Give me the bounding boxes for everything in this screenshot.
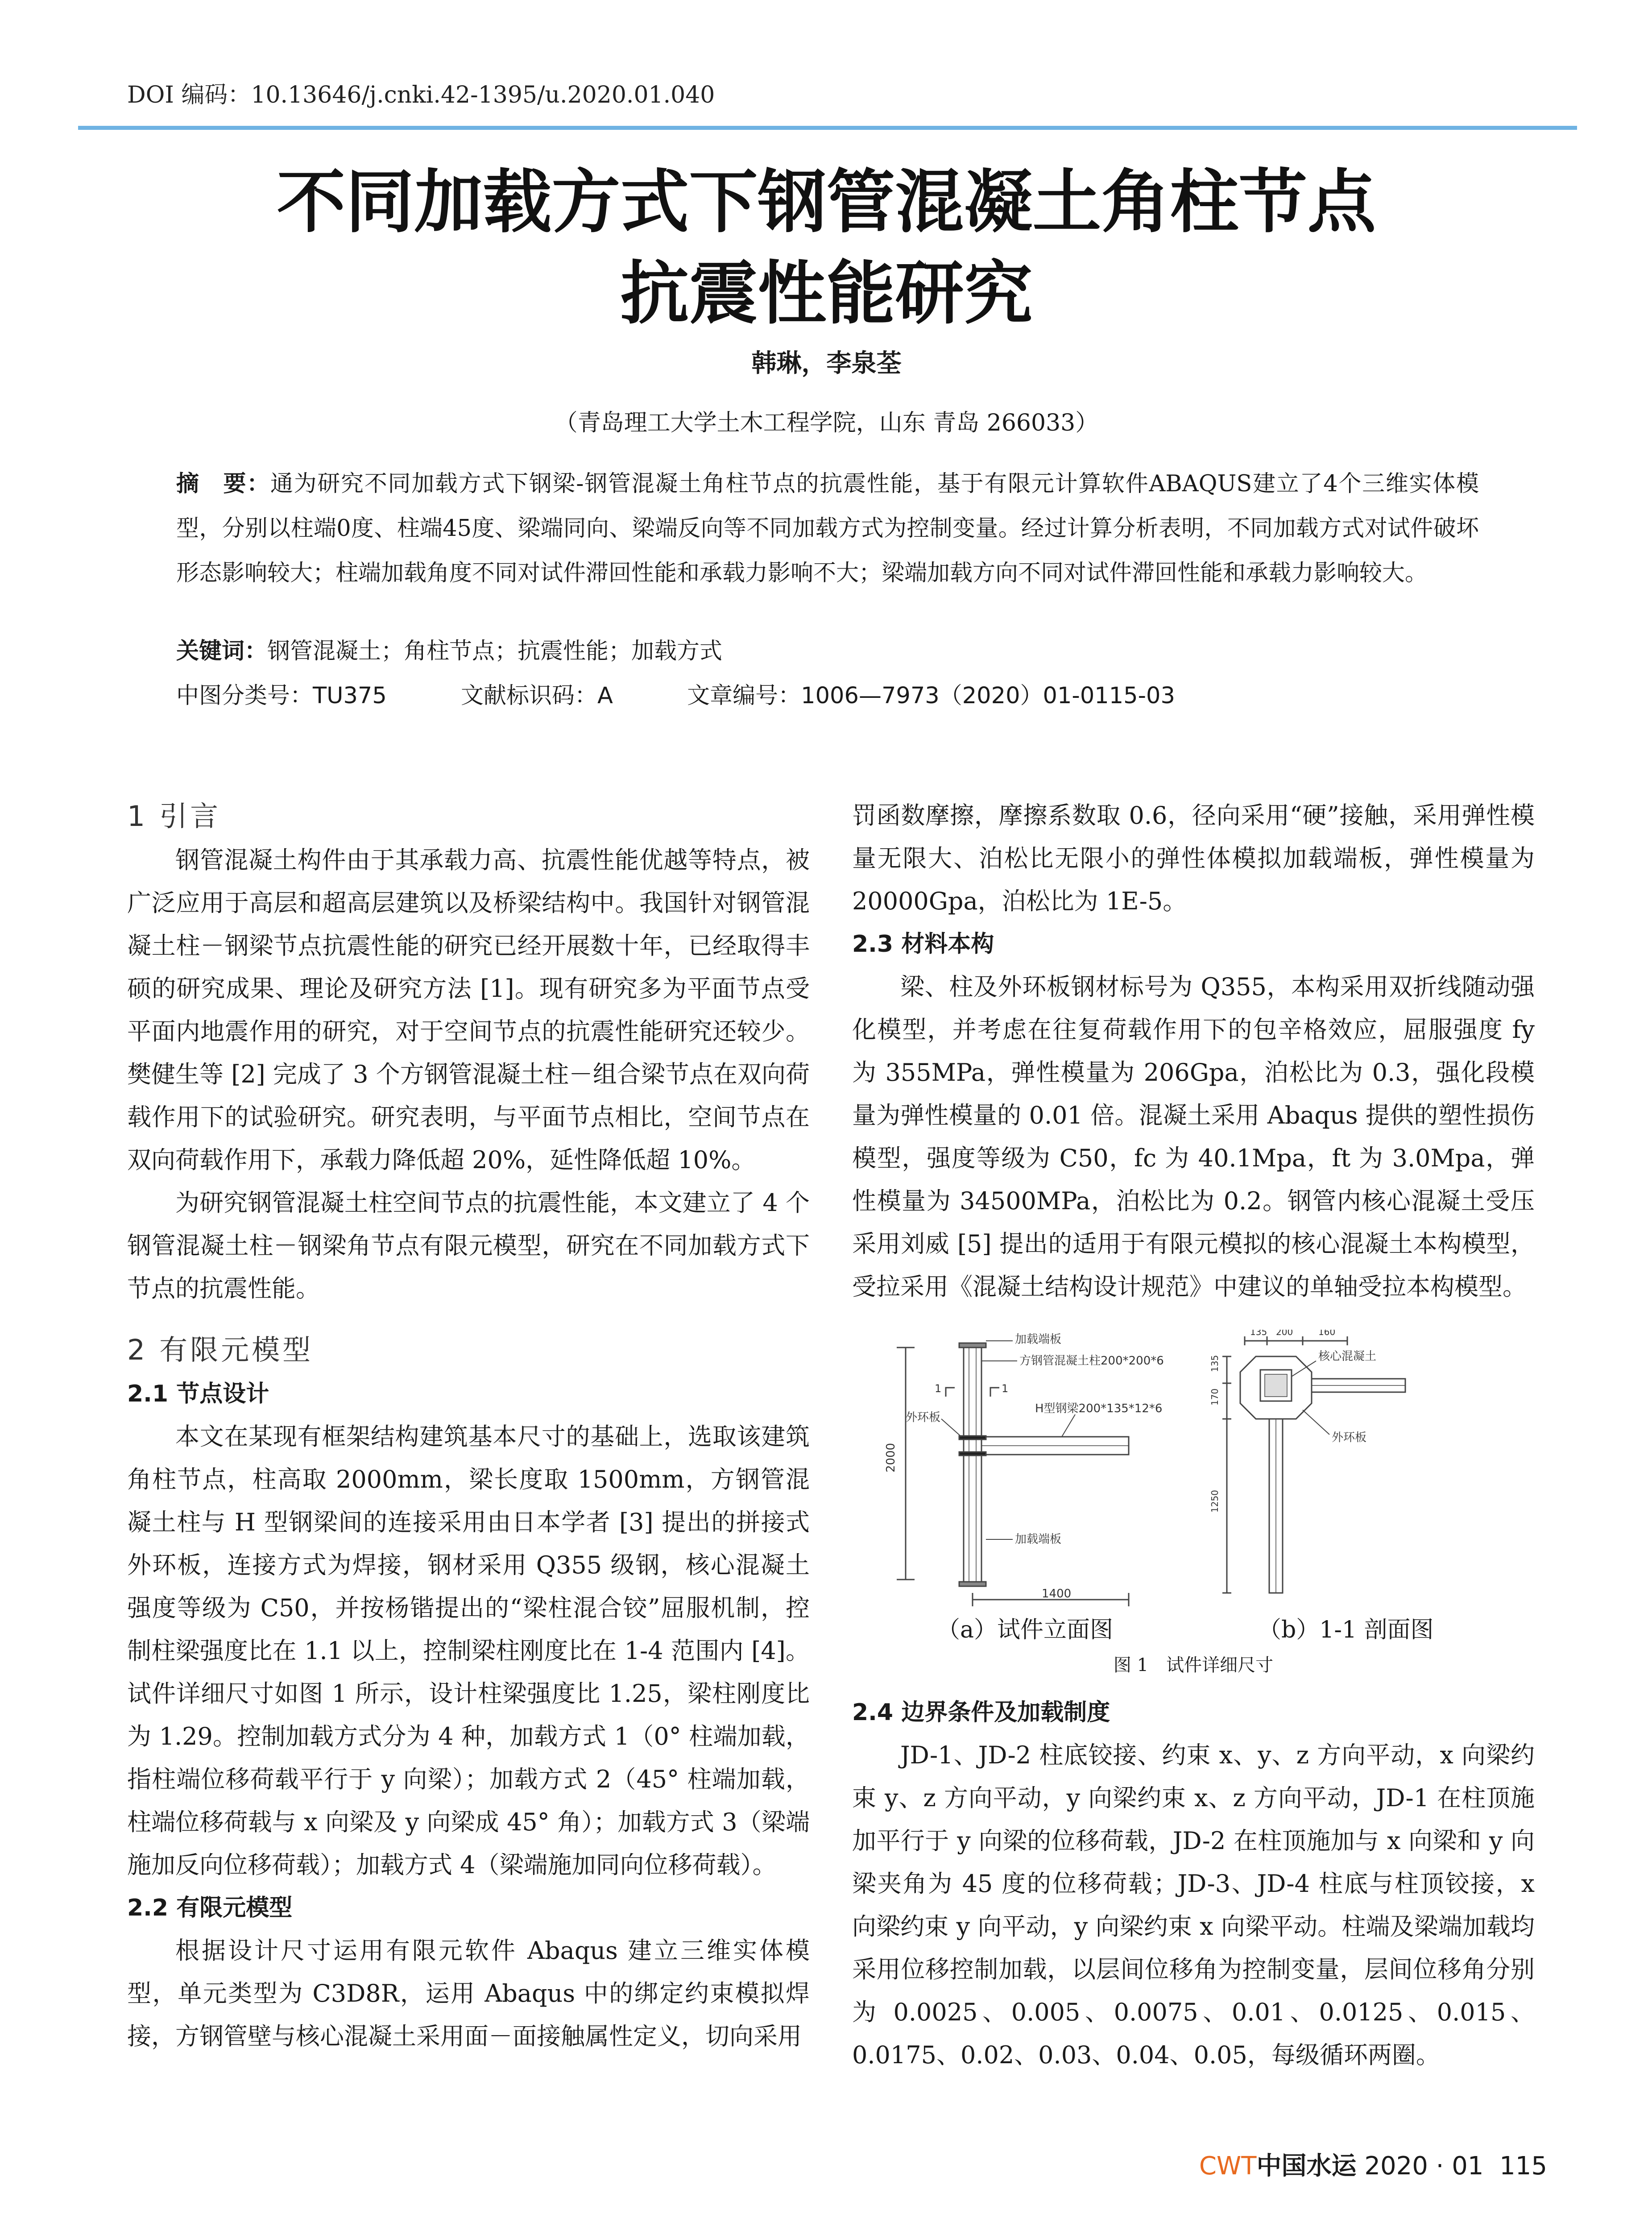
section-2-heading: 2 有限元模型 bbox=[127, 1334, 314, 1366]
clc-number: 中图分类号：TU375 bbox=[176, 683, 387, 709]
abstract bbox=[176, 462, 1479, 596]
section-1-paragraph-2: 为研究钢管混凝土柱空间节点的抗震性能，本文建立了 4 个钢管混凝土柱－钢梁角节点有限元模型，研究在不同加载方式下节点的抗震性能。 bbox=[127, 1189, 810, 1302]
abstract-text: 通为研究不同加载方式下钢梁-钢管混凝土角柱节点的抗震性能，基于有限元计算软件ABAQUS建立了4个三维实体模型，分别以柱端0度、柱端45度、梁端同向、梁端反向等不同加载方式为控制变量。经过计算分析表明，不同加载方式对试件破坏形态影响较大；柱端加载角度不同对试件滞回性能和承载力影响不大；梁端加载方向不同对试件滞回性能和承载力影响较大。 bbox=[176, 471, 1479, 586]
section-1-heading: 1 引言 bbox=[127, 800, 221, 833]
section-2-2-paragraph: 根据设计尺寸运用有限元软件 Abaqus 建立三维实体模型，单元类型为 C3D8R，运用 Abaqus 中的绑定约束模拟焊接，方钢管壁与核心混凝土采用面－面接触属性定义，切向采用 bbox=[127, 1937, 810, 2050]
footer-journal-name: 中国水运 bbox=[1256, 2152, 1357, 2181]
label-ring-plate-left: 外环板 bbox=[906, 1411, 941, 1424]
dim-1250-side: 1250 bbox=[1209, 1490, 1220, 1513]
section-2-1-heading: 2.1 节点设计 bbox=[127, 1381, 269, 1407]
figure-1-drawing bbox=[852, 1330, 1535, 1611]
dim-170-side: 170 bbox=[1209, 1388, 1220, 1406]
label-core-concrete: 核心混凝土 bbox=[1318, 1350, 1377, 1363]
dim-135-top: 135 bbox=[1250, 1330, 1267, 1337]
footer-page-number: 115 bbox=[1499, 2152, 1547, 2181]
paper-title bbox=[83, 156, 1570, 339]
classification-line bbox=[176, 674, 1479, 718]
dim-length: 1400 bbox=[1042, 1587, 1072, 1601]
footer-cwt-logo: CWT bbox=[1199, 2152, 1257, 2181]
section-2-3-heading: 2.3 材料本构 bbox=[852, 931, 994, 958]
header-rule bbox=[78, 126, 1577, 130]
label-end-plate-bottom: 加载端板 bbox=[1015, 1533, 1062, 1546]
caption-a: （a）试件立面图 bbox=[937, 1617, 1114, 1643]
footer-issue: 2020 · 01 bbox=[1364, 2152, 1484, 2181]
keywords-label: 关键词： bbox=[176, 638, 268, 664]
authors: 韩琳，李泉荃 bbox=[751, 349, 902, 378]
right-column-top bbox=[852, 794, 1535, 1308]
page-footer bbox=[1199, 2146, 1547, 2182]
affiliation: （青岛理工大学土木工程学院，山东 青岛 266033） bbox=[554, 410, 1099, 436]
dim-160-top: 160 bbox=[1318, 1330, 1336, 1337]
title-line-2: 抗震性能研究 bbox=[620, 253, 1033, 334]
elevation-drawing bbox=[897, 1341, 1129, 1606]
keywords-text: 钢管混凝土；角柱节点；抗震性能；加载方式 bbox=[267, 638, 723, 664]
dim-height: 2000 bbox=[884, 1443, 898, 1472]
section-2-4-heading: 2.4 边界条件及加载制度 bbox=[852, 1699, 1110, 1726]
label-ring-plate-right: 外环板 bbox=[1332, 1431, 1367, 1444]
document-code: 文献标识码：A bbox=[461, 683, 613, 709]
doi-line: DOI 编码：10.13646/j.cnki.42-1395/u.2020.01.040 bbox=[127, 82, 715, 108]
section-1-paragraph-1: 钢管混凝土构件由于其承载力高、抗震性能优越等特点，被广泛应用于高层和超高层建筑以及桥梁结构中。我国针对钢管混凝土柱－钢梁节点抗震性能的研究已经开展数十年，已经取得丰硕的研究成果、理论及研究方法 [1]。现有研究多为平面节点受平面内地震作用的研究，对于空间节点的抗震性能研究还较少。樊健生等 [2] 完成了 3 个方钢管混凝土柱－组合梁节点在双向荷载作用下的试验研究。研究表明，与平面节点相比，空间节点在双向荷载作用下，承载力降低超 20%，延性降低超 10%。 bbox=[127, 846, 810, 1174]
label-beam-spec: H型钢梁200*135*12*6 bbox=[1035, 1402, 1163, 1415]
figure-title: 图 1 试件详细尺寸 bbox=[1113, 1655, 1274, 1675]
section-drawing bbox=[1222, 1336, 1405, 1593]
dim-135-side: 135 bbox=[1209, 1355, 1220, 1372]
label-end-plate-top: 加载端板 bbox=[1015, 1333, 1062, 1346]
abstract-label: 摘 要： bbox=[176, 471, 270, 497]
right-column-bottom bbox=[852, 1691, 1535, 2077]
section-2-2-heading: 2.2 有限元模型 bbox=[127, 1895, 293, 1921]
section-2-3-paragraph: 梁、柱及外环板钢材标号为 Q355，本构采用双折线随动强化模型，并考虑在往复荷载作用下的包辛格效应，屈服强度 fy 为 355MPa，弹性模量为 206Gpa，泊松比为 0.3，强化段模量为弹性模量的 0.01 倍。混凝土采用 Abaqus 提供的塑性损伤模型，强度等级为 C50，fc 为 40.1Mpa，ft 为 3.0Mpa，弹性模量为 34500MPa，泊松比为 0.2。钢管内核心混凝土受压采用刘威 [5] 提出的适用于有限元模拟的核心混凝土本构模型，受拉采用《混凝土结构设计规范》中建议的单轴受拉本构模型。 bbox=[852, 973, 1535, 1301]
left-column bbox=[127, 794, 810, 2058]
section-2-2-continuation: 罚函数摩擦，摩擦系数取 0.6，径向采用“硬”接触，采用弹性模量无限大、泊松比无限小的弹性体模拟加载端板，弹性模量为 20000Gpa，泊松比为 1E-5。 bbox=[852, 801, 1535, 915]
section-2-4-paragraph: JD-1、JD-2 柱底铰接、约束 x、y、z 方向平动，x 向梁约束 y、z 方向平动，y 向梁约束 x、z 方向平动，JD-1 在柱顶施加平行于 y 向梁的位移荷载，JD-2 在柱顶施加与 x 向梁和 y 向梁夹角为 45 度的位移荷载；JD-3、JD-4 柱底与柱顶铰接，x 向梁约束 y 向平动，y 向梁约束 x 向梁平动。柱端及梁端加载均采用位移控制加载，以层间位移角为控制变量，层间位移角分别为 0.0025、0.005、0.0075、0.01、0.0125、0.015、0.0175、0.02、0.03、0.04、0.05，每级循环两圈。 bbox=[852, 1741, 1535, 2069]
dim-200-top: 200 bbox=[1276, 1330, 1293, 1337]
keywords bbox=[176, 629, 1479, 674]
section-mark-left: 1 bbox=[935, 1382, 942, 1395]
section-mark-right: 1 bbox=[1002, 1382, 1009, 1395]
title-line-1: 不同加载方式下钢管混凝土角柱节点 bbox=[277, 162, 1376, 242]
article-number: 文章编号：1006—7973（2020）01-0115-03 bbox=[687, 683, 1175, 709]
caption-b: （b）1-1 剖面图 bbox=[1258, 1617, 1434, 1643]
label-column-spec: 方钢管混凝土柱200*200*6 bbox=[1019, 1354, 1164, 1368]
section-2-1-paragraph: 本文在某现有框架结构建筑基本尺寸的基础上，选取该建筑角柱节点，柱高取 2000mm，梁长度取 1500mm，方钢管混凝土柱与 H 型钢梁间的连接采用由日本学者 [3] 提出的拼接式外环板，连接方式为焊接，钢材采用 Q355 级钢，核心混凝土强度等级为 C50，并按杨锴提出的“梁柱混合铰”屈服机制，控制柱梁强度比在 1.1 以上，控制梁柱刚度比在 1-4 范围内 [4]。试件详细尺寸如图 1 所示，设计柱梁强度比 1.25，梁柱刚度比为 1.29。控制加载方式分为 4 种，加载方式 1（0° 柱端加载，指柱端位移荷载平行于 y 向梁）；加载方式 2（45° 柱端加载，柱端位移荷载与 x 向梁及 y 向梁成 45° 角）；加载方式 3（梁端施加反向位移荷载）；加载方式 4（梁端施加同向位移荷载）。 bbox=[127, 1422, 810, 1879]
